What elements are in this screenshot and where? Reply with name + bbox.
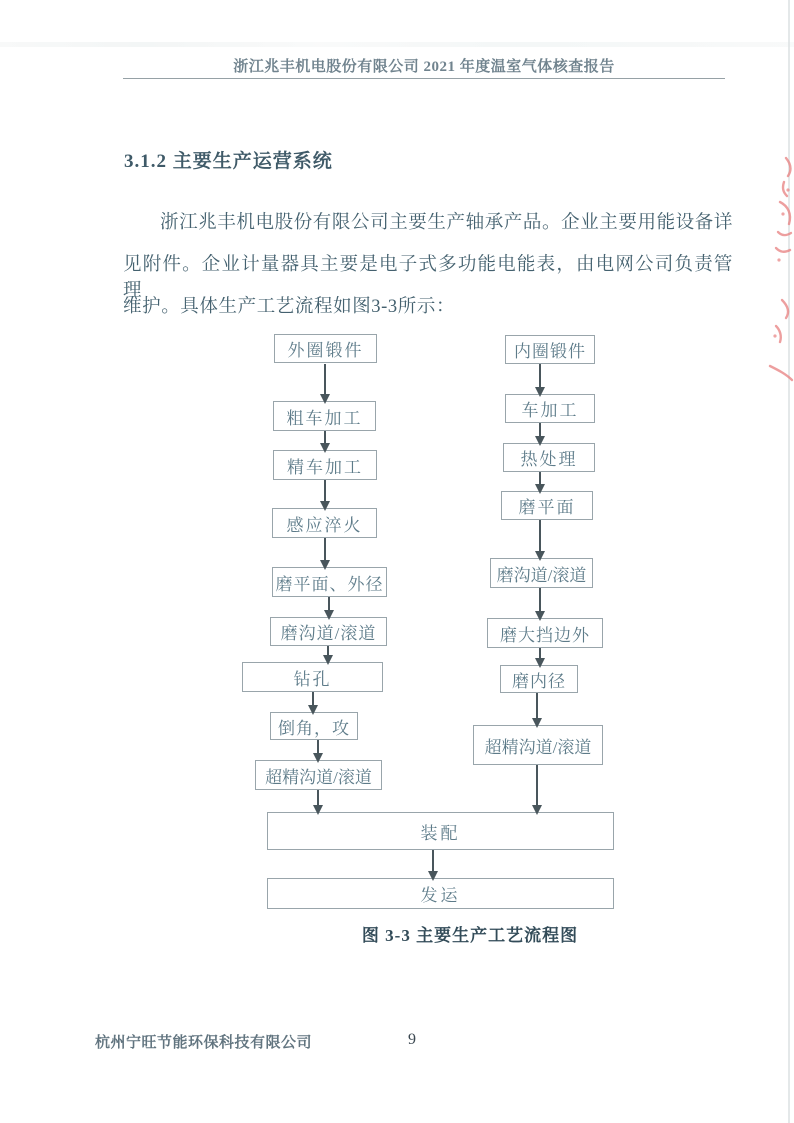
flow-step-outer-ring-forging: 外圈锻件 <box>274 334 377 363</box>
flow-step-grind-rib-od: 磨大挡边外 <box>487 618 603 648</box>
section-heading: 3.1.2 主要生产运营系统 <box>124 151 333 172</box>
flow-step-superfinish-raceway-left: 超精沟道/滚道 <box>255 760 382 790</box>
header-rule <box>123 78 725 79</box>
page-edge-line <box>788 0 790 1123</box>
flow-step-rough-turning: 粗车加工 <box>273 401 376 431</box>
flow-step-grind-face: 磨平面 <box>501 491 593 520</box>
flow-step-grind-face-od: 磨平面、外径 <box>272 567 387 597</box>
flow-step-grind-raceway-left: 磨沟道/滚道 <box>270 617 387 646</box>
paragraph-line: 维护。具体生产工艺流程如图3-3所示： <box>123 297 456 317</box>
flow-step-turning: 车加工 <box>505 394 595 423</box>
footer-page-number: 9 <box>408 1031 416 1048</box>
flow-step-fine-turning: 精车加工 <box>273 450 377 480</box>
flow-step-shipping: 发运 <box>267 878 614 909</box>
page-header-title: 浙江兆丰机电股份有限公司 2021 年度温室气体核查报告 <box>233 59 615 75</box>
flow-step-drilling: 钻孔 <box>242 662 383 692</box>
flow-step-grind-bore: 磨内径 <box>500 665 578 693</box>
flow-step-grind-raceway-right: 磨沟道/滚道 <box>490 558 593 588</box>
figure-caption: 图 3-3 主要生产工艺流程图 <box>361 926 579 945</box>
flow-step-assembly: 装配 <box>267 812 614 850</box>
footer-company-name: 杭州宁旺节能环保科技有限公司 <box>95 1034 313 1051</box>
paragraph-line: 浙江兆丰机电股份有限公司主要生产轴承产品。企业主要用能设备详 <box>160 213 734 233</box>
paragraph-line: 见附件。企业计量器具主要是电子式多功能电能表，由电网公司负责管理 <box>123 255 733 301</box>
scan-smudge-artifact <box>0 42 794 47</box>
flow-step-heat-treatment: 热处理 <box>503 443 595 472</box>
flow-step-inner-ring-forging: 内圈锻件 <box>505 335 595 364</box>
flow-step-chamfer-tapping: 倒角，攻 <box>270 712 358 740</box>
flow-step-superfinish-raceway-right: 超精沟道/滚道 <box>473 725 603 765</box>
flow-step-induction-quenching: 感应淬火 <box>272 508 377 538</box>
